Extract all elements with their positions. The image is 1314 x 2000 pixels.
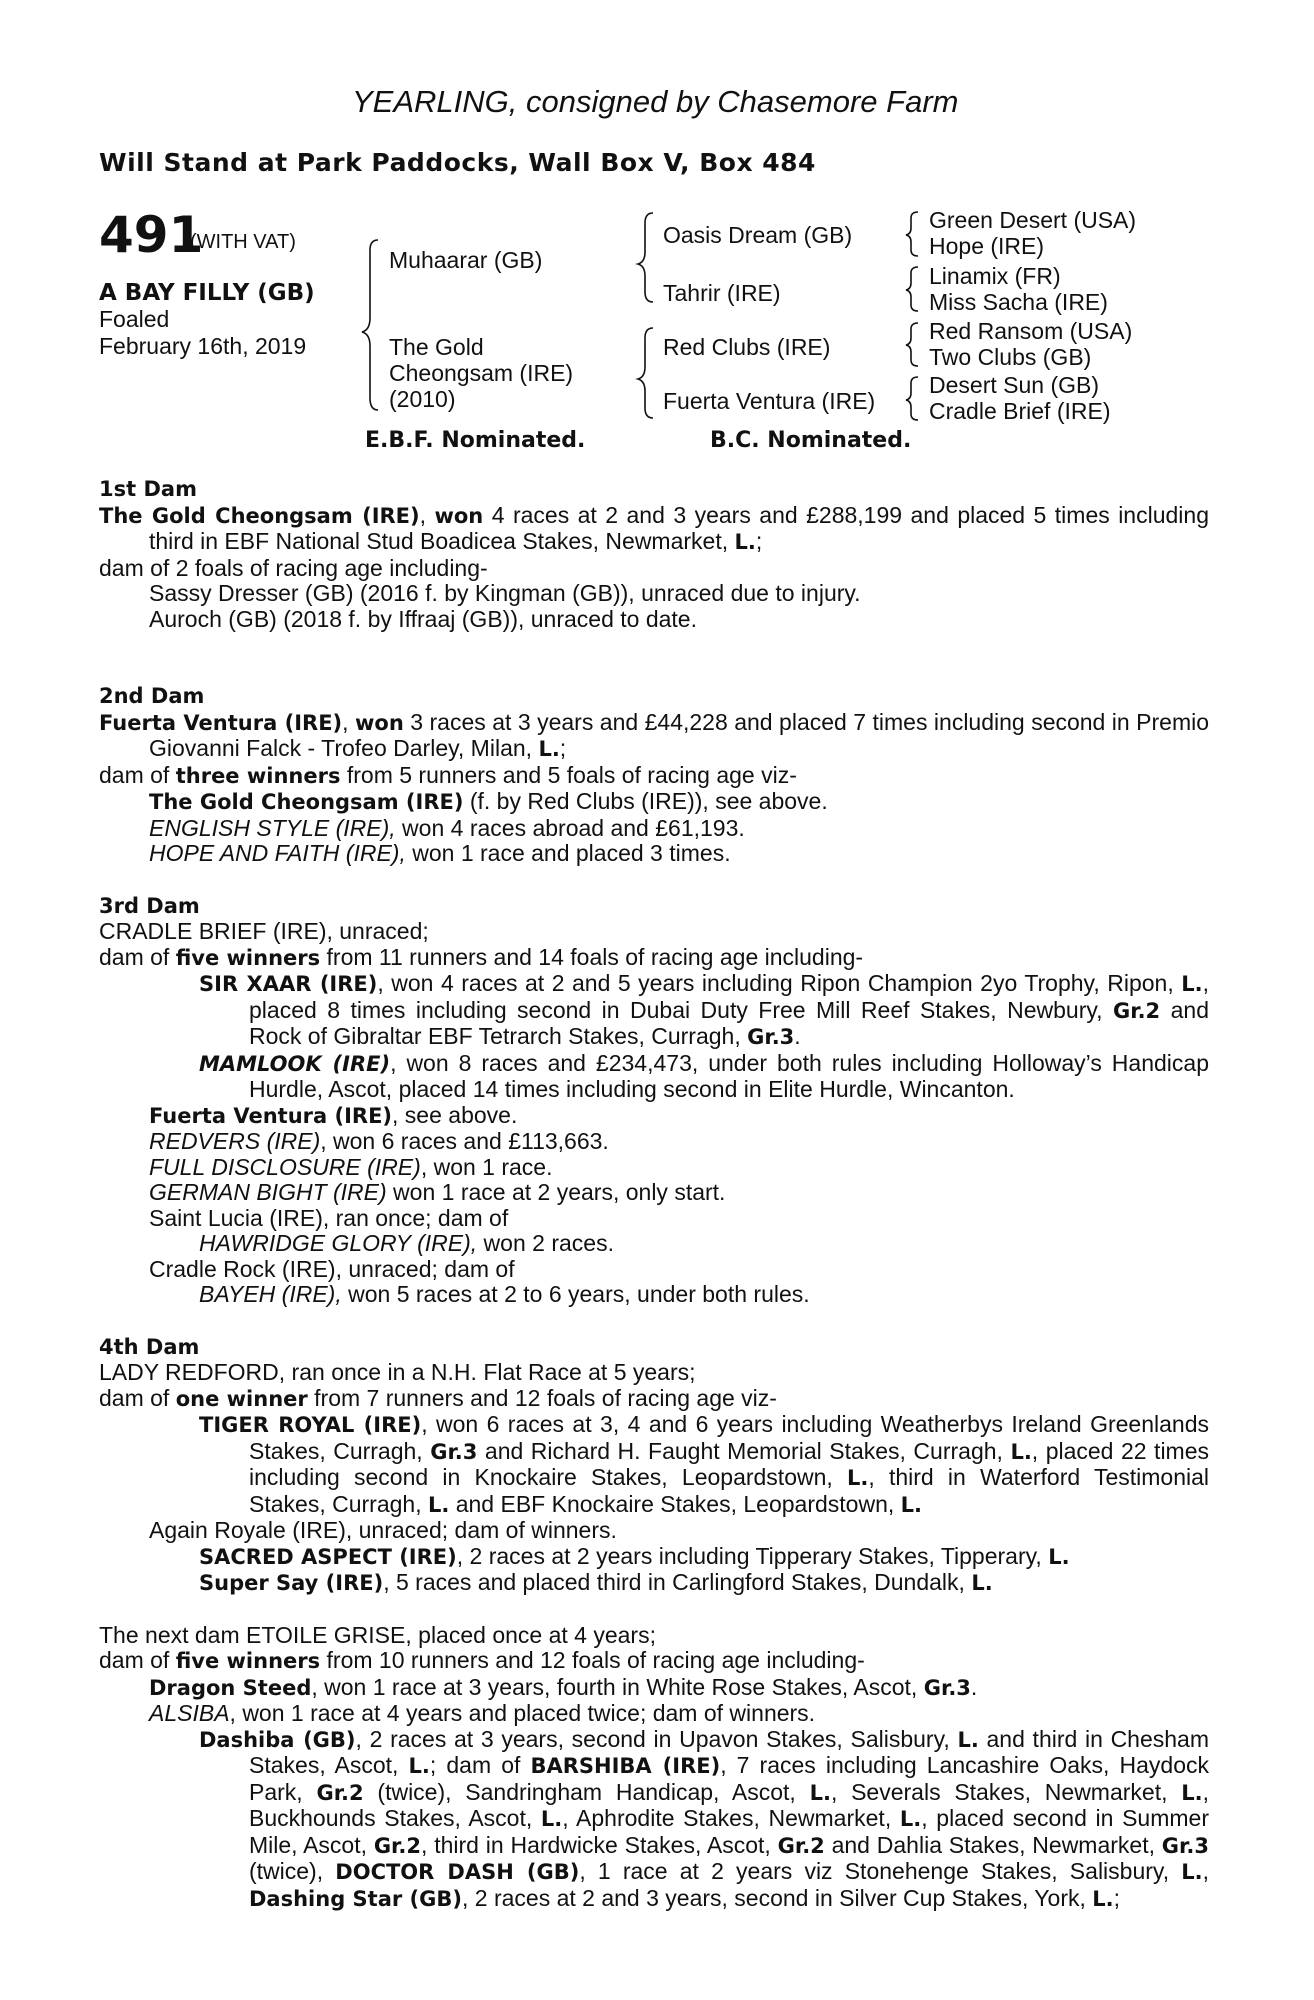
dam2-name: Fuerta Ventura (IRE) [99,710,343,735]
gen3-4: Miss Sacha (IRE) [929,289,1108,315]
dam2-progeny-1: The Gold Cheongsam (IRE) (f. by Red Clubs (IRE)), see above. [149,788,828,814]
dam3-heading: 3rd Dam [99,893,200,918]
dam1-record: The Gold Cheongsam (IRE), won 4 races at 2 and 3 years and £288,199 and placed 5 times including third in EBF National Stud Boadicea Stakes, Newmarket, L.; [99,501,1209,554]
stand-location: Will Stand at Park Paddocks, Wall Box V, Box 484 [99,148,816,177]
brace-sire [638,213,653,302]
sire-sire: Oasis Dream (GB) [663,222,853,248]
dam3-sir-xaar: SIR XAAR (IRE), won 4 races at 2 and 5 years including Ripon Champion 2yo Trophy, Ripon, L., placed 8 times including second in Dubai Duty Free Mill Reef Stakes, Newbury, Gr.2 and Rock of Gibraltar EBF Tetrarch Stakes, Curragh, Gr.3. [199,970,1210,1049]
dam1-dam-of: dam of 2 foals of racing age including- [99,554,488,581]
gen3-3: Linamix (FR) [929,263,1061,289]
foaled-date: February 16th, 2019 [99,333,307,359]
bc-nominated: B.C. Nominated. [710,428,912,453]
next-dam-line1: The next dam ETOILE GRISE, placed once at 4 years; [99,1621,656,1648]
dam-name-line2: Cheongsam (IRE) [389,360,574,386]
dam2-dam-of: dam of three winners from 5 runners and 5 foals of racing age viz- [99,761,797,788]
dam4-sacred-aspect: SACRED ASPECT (IRE), 2 races at 2 years including Tipperary Stakes, Tipperary, L. [199,1542,1070,1569]
next-dam-alsiba: ALSIBA, won 1 race at 4 years and placed twice; dam of winners. [149,1700,816,1726]
gen3-7: Desert Sun (GB) [929,372,1099,398]
gen3-5: Red Ransom (USA) [929,318,1133,344]
gen3-1: Green Desert (USA) [929,207,1137,233]
dam3-line1: CRADLE BRIEF (IRE), unraced; [99,918,429,944]
dam1-heading: 1st Dam [99,477,197,501]
dam3-mamlook: MAMLOOK (IRE), won 8 races and £234,473, under both rules including Holloway’s Handicap Hurdle, Ascot, placed 14 times including second in Elite Hurdle, Wincanton. [199,1049,1209,1102]
gen3-8: Cradle Brief (IRE) [929,398,1111,424]
dam2-record: Fuerta Ventura (IRE), won 3 races at 3 years and £44,228 and placed 7 times including second in Premio Giovanni Falck - Trofeo Darley, Milan, L.; [99,708,1210,761]
dam2-progeny-3: HOPE AND FAITH (IRE), won 1 race and placed 3 times. [149,840,731,866]
dam2-progeny-2: ENGLISH STYLE (IRE), won 4 races abroad and £61,193. [149,814,745,841]
gen3-6: Two Clubs (GB) [929,344,1092,370]
dam-dam: Fuerta Ventura (IRE) [663,388,876,414]
dam3-dam-of: dam of five winners from 11 runners and 14 foals of racing age including- [99,943,864,970]
dam1-foal-2: Auroch (GB) (2018 f. by Iffraaj (GB)), unraced to date. [149,605,697,632]
catalogue-body [99,476,1209,1912]
dam4-heading: 4th Dam [99,1334,200,1359]
ebf-nominated: E.B.F. Nominated. [365,428,586,453]
dam3-hawridge: HAWRIDGE GLORY (IRE), won 2 races. [199,1230,614,1256]
dam3-german-bight: GERMAN BIGHT (IRE) won 1 race at 2 years, only start. [149,1179,726,1205]
dam4-line1: LADY REDFORD, ran once in a N.H. Flat Race at 5 years; [99,1359,696,1385]
page-header: YEARLING, consigned by Chasemore Farm [352,84,959,119]
dam3-full-disclosure: FULL DISCLOSURE (IRE), won 1 race. [149,1153,553,1180]
vat-note: (WITH VAT) [190,231,296,253]
sire-dam: Tahrir (IRE) [663,280,781,306]
dam-sire: Red Clubs (IRE) [663,334,831,360]
lot-number: 491 [99,206,204,264]
dam-name [389,334,573,412]
dam-name-line3: (2010) [389,386,456,412]
foaled-label: Foaled [99,306,170,332]
dam1-foal-1: Sassy Dresser (GB) (2016 f. by Kingman (GB)), unraced due to injury. [149,580,861,606]
dam4-tiger-royal: TIGER ROYAL (IRE), won 6 races at 3, 4 and 6 years including Weatherbys Ireland Greenlands Stakes, Curragh, Gr.3 and Richard H. Faught Memorial Stakes, Curragh, L., placed 22 times including second in Knockaire Stakes, Leopardstown, L., third in Waterford Testimonial Stakes, Curragh, L. and EBF Knockaire Stakes, Leopardstown, L. [199,1411,1210,1517]
dam3-cradle-rock: Cradle Rock (IRE), unraced; dam of [149,1255,515,1282]
dam3-saint-lucia: Saint Lucia (IRE), ran once; dam of [149,1204,509,1231]
dam3-fuerta: Fuerta Ventura (IRE), see above. [149,1101,518,1128]
dam1-name: The Gold Cheongsam (IRE) [99,503,420,528]
gen3-2: Hope (IRE) [929,233,1045,259]
dam3-redvers: REDVERS (IRE), won 6 races and £113,663. [149,1128,609,1154]
sire-name: Muhaarar (GB) [389,247,543,273]
next-dam-dam-of: dam of five winners from 10 runners and 12 foals of racing age including- [99,1647,865,1673]
brace-dam [638,328,653,418]
dam4-super-say: Super Say (IRE), 5 races and placed third in Carlingford Stakes, Dundalk, L. [199,1569,993,1595]
next-dam-dashiba: Dashiba (GB), 2 races at 3 years, second in Upavon Stakes, Salisbury, L. and third in Chesham Stakes, Ascot, L.; dam of BARSHIBA (IRE), 7 races including Lancashire Oaks, Haydock Park, Gr.2 (twice), Sandringham Handicap, Ascot, L., Severals Stakes, Newmarket, L., Buckhounds Stakes, Ascot, L., Aphrodite Stakes, Newmarket, L., placed second in Summer Mile, Ascot, Gr.2, third in Hardwicke Stakes, Ascot, Gr.2 and Dahlia Stakes, Newmarket, Gr.3 (twice), DOCTOR DASH (GB), 1 race at 2 years viz Stonehenge Stakes, Salisbury, L., Dashing Star (GB), 2 races at 2 and 3 years, second in Silver Cup Stakes, York, L.; [199,1725,1210,1911]
dam4-again-royale: Again Royale (IRE), unraced; dam of winners. [149,1517,617,1543]
dam4-dam-of: dam of one winner from 7 runners and 12 foals of racing age viz- [99,1384,777,1411]
dam-name-line1: The Gold [389,334,484,360]
dam3-bayeh: BAYEH (IRE), won 5 races at 2 to 6 years, under both rules. [199,1281,810,1307]
next-dam-dragon-steed: Dragon Steed, won 1 race at 3 years, fourth in White Rose Stakes, Ascot, Gr.3. [149,1673,978,1700]
brace-main [362,240,378,410]
lot-name: A BAY FILLY (GB) [99,280,315,306]
dam2-heading: 2nd Dam [99,684,205,708]
